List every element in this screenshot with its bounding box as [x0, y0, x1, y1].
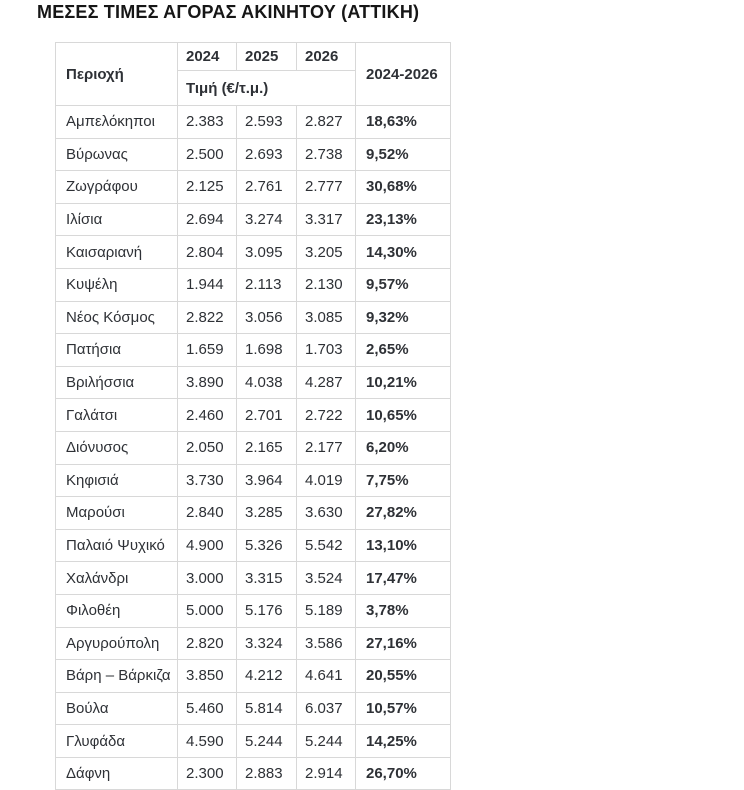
table-row — [56, 106, 451, 139]
table-row — [56, 203, 451, 236]
price-2025-cell: 3.315 — [237, 562, 297, 595]
change-pct-cell: 9,57% — [356, 268, 451, 301]
price-2025-cell: 2.883 — [237, 757, 297, 790]
price-2026-cell: 3.630 — [297, 497, 356, 530]
table-row — [56, 366, 451, 399]
table-row — [56, 268, 451, 301]
table-row — [56, 301, 451, 334]
table-row — [56, 334, 451, 367]
price-2024-cell: 2.300 — [178, 757, 237, 790]
table-row — [56, 594, 451, 627]
change-pct-cell: 6,20% — [356, 431, 451, 464]
column-header-region: Περιοχή — [56, 43, 178, 106]
table-row — [56, 725, 451, 758]
column-header-2026: 2026 — [297, 43, 356, 71]
price-2026-cell: 2.177 — [297, 431, 356, 464]
region-cell: Παλαιό Ψυχικό — [56, 529, 178, 562]
price-2024-cell: 5.000 — [178, 594, 237, 627]
region-cell: Διόνυσος — [56, 431, 178, 464]
price-2024-cell: 3.850 — [178, 660, 237, 693]
region-cell: Κηφισιά — [56, 464, 178, 497]
region-cell: Πατήσια — [56, 334, 178, 367]
price-2026-cell: 4.641 — [297, 660, 356, 693]
price-2026-cell: 1.703 — [297, 334, 356, 367]
price-2024-cell: 2.820 — [178, 627, 237, 660]
change-pct-cell: 14,30% — [356, 236, 451, 269]
price-2026-cell: 5.542 — [297, 529, 356, 562]
change-pct-cell: 10,65% — [356, 399, 451, 432]
change-pct-cell: 7,75% — [356, 464, 451, 497]
change-pct-cell: 9,52% — [356, 138, 451, 171]
price-2024-cell: 1.944 — [178, 268, 237, 301]
price-2026-cell: 3.586 — [297, 627, 356, 660]
price-2024-cell: 2.383 — [178, 106, 237, 139]
price-2024-cell: 4.590 — [178, 725, 237, 758]
column-header-range-2024-2026: 2024-2026 — [356, 43, 451, 106]
table-body — [56, 106, 451, 790]
price-2024-cell: 2.125 — [178, 171, 237, 204]
region-cell: Γλυφάδα — [56, 725, 178, 758]
price-2026-cell: 2.827 — [297, 106, 356, 139]
price-2025-cell: 3.274 — [237, 203, 297, 236]
table-row — [56, 399, 451, 432]
change-pct-cell: 3,78% — [356, 594, 451, 627]
price-2026-cell: 2.738 — [297, 138, 356, 171]
price-2025-cell: 3.964 — [237, 464, 297, 497]
price-2024-cell: 5.460 — [178, 692, 237, 725]
price-2026-cell: 6.037 — [297, 692, 356, 725]
price-2026-cell: 3.317 — [297, 203, 356, 236]
change-pct-cell: 27,16% — [356, 627, 451, 660]
region-cell: Νέος Κόσμος — [56, 301, 178, 334]
change-pct-cell: 10,21% — [356, 366, 451, 399]
region-cell: Βριλήσσια — [56, 366, 178, 399]
change-pct-cell: 20,55% — [356, 660, 451, 693]
change-pct-cell: 26,70% — [356, 757, 451, 790]
price-2024-cell: 2.822 — [178, 301, 237, 334]
price-2024-cell: 2.460 — [178, 399, 237, 432]
page-title: ΜΕΣΕΣ ΤΙΜΕΣ ΑΓΟΡΑΣ ΑΚΙΝΗΤΟΥ (ΑΤΤΙΚΗ) — [37, 2, 420, 22]
column-header-2025: 2025 — [237, 43, 297, 71]
column-header-2024: 2024 — [178, 43, 237, 71]
region-cell: Βύρωνας — [56, 138, 178, 171]
table-row — [56, 757, 451, 790]
price-2025-cell: 1.698 — [237, 334, 297, 367]
table-row — [56, 660, 451, 693]
region-cell: Ιλίσια — [56, 203, 178, 236]
price-2024-cell: 1.659 — [178, 334, 237, 367]
price-2025-cell: 4.038 — [237, 366, 297, 399]
table-row — [56, 431, 451, 464]
price-2024-cell: 3.730 — [178, 464, 237, 497]
price-2025-cell: 3.324 — [237, 627, 297, 660]
price-2025-cell: 5.326 — [237, 529, 297, 562]
price-2025-cell: 5.176 — [237, 594, 297, 627]
table-row — [56, 464, 451, 497]
price-2026-cell: 4.019 — [297, 464, 356, 497]
price-2026-cell: 3.205 — [297, 236, 356, 269]
change-pct-cell: 23,13% — [356, 203, 451, 236]
price-2024-cell: 3.000 — [178, 562, 237, 595]
price-2025-cell: 2.113 — [237, 268, 297, 301]
change-pct-cell: 10,57% — [356, 692, 451, 725]
change-pct-cell: 27,82% — [356, 497, 451, 530]
price-2025-cell: 3.095 — [237, 236, 297, 269]
price-2026-cell: 2.722 — [297, 399, 356, 432]
region-cell: Μαρούσι — [56, 497, 178, 530]
price-2024-cell: 2.694 — [178, 203, 237, 236]
region-cell: Φιλοθέη — [56, 594, 178, 627]
price-2026-cell: 5.189 — [297, 594, 356, 627]
price-2025-cell: 2.701 — [237, 399, 297, 432]
change-pct-cell: 13,10% — [356, 529, 451, 562]
change-pct-cell: 30,68% — [356, 171, 451, 204]
table-row — [56, 627, 451, 660]
region-cell: Χαλάνδρι — [56, 562, 178, 595]
price-2026-cell: 2.914 — [297, 757, 356, 790]
table-row — [56, 497, 451, 530]
price-2025-cell: 2.165 — [237, 431, 297, 464]
price-2024-cell: 2.500 — [178, 138, 237, 171]
region-cell: Γαλάτσι — [56, 399, 178, 432]
region-cell: Βάρη – Βάρκιζα — [56, 660, 178, 693]
price-2026-cell: 3.085 — [297, 301, 356, 334]
region-cell: Ζωγράφου — [56, 171, 178, 204]
price-2025-cell: 2.593 — [237, 106, 297, 139]
price-2025-cell: 3.056 — [237, 301, 297, 334]
region-cell: Καισαριανή — [56, 236, 178, 269]
price-2025-cell: 2.693 — [237, 138, 297, 171]
price-2024-cell: 4.900 — [178, 529, 237, 562]
change-pct-cell: 9,32% — [356, 301, 451, 334]
price-2025-cell: 4.212 — [237, 660, 297, 693]
table-row — [56, 692, 451, 725]
region-cell: Βούλα — [56, 692, 178, 725]
price-2024-cell: 2.840 — [178, 497, 237, 530]
region-cell: Αργυρούπολη — [56, 627, 178, 660]
region-cell: Κυψέλη — [56, 268, 178, 301]
price-2024-cell: 2.804 — [178, 236, 237, 269]
price-2025-cell: 5.244 — [237, 725, 297, 758]
price-2025-cell: 5.814 — [237, 692, 297, 725]
price-2024-cell: 2.050 — [178, 431, 237, 464]
change-pct-cell: 18,63% — [356, 106, 451, 139]
table-row — [56, 529, 451, 562]
price-2024-cell: 3.890 — [178, 366, 237, 399]
change-pct-cell: 14,25% — [356, 725, 451, 758]
table-row — [56, 171, 451, 204]
region-cell: Δάφνη — [56, 757, 178, 790]
column-header-price-unit: Τιμή (€/τ.μ.) — [178, 71, 356, 106]
table-row — [56, 138, 451, 171]
price-2026-cell: 3.524 — [297, 562, 356, 595]
price-2025-cell: 3.285 — [237, 497, 297, 530]
price-2026-cell: 2.130 — [297, 268, 356, 301]
change-pct-cell: 2,65% — [356, 334, 451, 367]
table-header — [56, 43, 451, 106]
price-2026-cell: 5.244 — [297, 725, 356, 758]
price-2026-cell: 2.777 — [297, 171, 356, 204]
table-row — [56, 236, 451, 269]
price-2025-cell: 2.761 — [237, 171, 297, 204]
price-2026-cell: 4.287 — [297, 366, 356, 399]
change-pct-cell: 17,47% — [356, 562, 451, 595]
header-row-years — [56, 43, 451, 71]
price-table — [55, 42, 451, 790]
region-cell: Αμπελόκηποι — [56, 106, 178, 139]
table-row — [56, 562, 451, 595]
